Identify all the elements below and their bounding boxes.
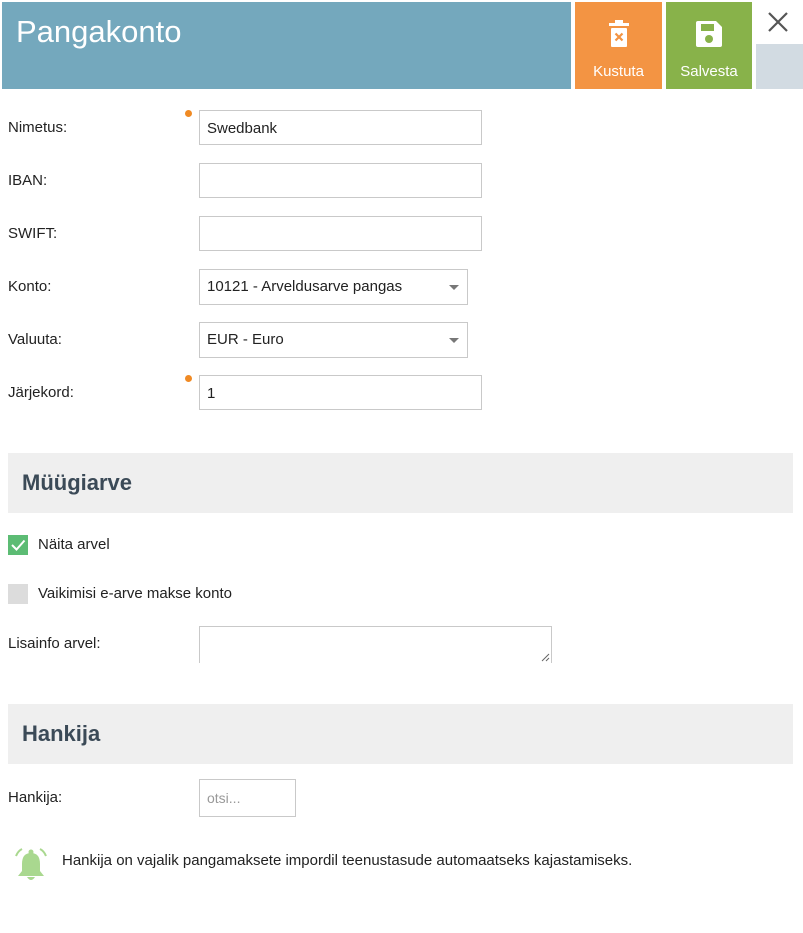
page-header — [2, 2, 571, 89]
close-button[interactable] — [764, 8, 792, 36]
konto-select[interactable] — [199, 269, 468, 305]
valuuta-label: Valuuta: — [8, 331, 62, 348]
show-on-invoice-checkbox[interactable] — [8, 535, 28, 555]
section-header-supplier — [8, 704, 793, 764]
iban-label: IBAN: — [8, 172, 48, 189]
page-title: Pangakonto — [16, 14, 182, 49]
swift-input[interactable] — [199, 216, 482, 251]
section-title: Hankija — [22, 721, 101, 746]
show-on-invoice-label: Näita arvel — [38, 536, 110, 553]
supplier-search-input[interactable]: otsi... — [199, 779, 296, 817]
swift-label: SWIFT: — [8, 225, 58, 242]
resize-grip-icon[interactable] — [541, 653, 550, 662]
default-einvoice-checkbox[interactable] — [8, 584, 28, 604]
valuuta-select-value: EUR - Euro — [207, 331, 284, 348]
konto-select-value: 10121 - Arveldusarve pangas — [207, 278, 403, 295]
default-einvoice-label: Vaikimisi e-arve makse konto — [38, 585, 232, 602]
save-button-label: Salvesta — [680, 63, 738, 80]
required-indicator — [185, 110, 192, 117]
section-title: Müügiarve — [22, 470, 133, 495]
extra-info-label: Lisainfo arvel: — [8, 635, 101, 652]
bell-icon — [14, 848, 48, 889]
nimetus-label: Nimetus: — [8, 119, 68, 136]
trash-icon — [609, 19, 629, 49]
chevron-down-icon — [449, 338, 459, 343]
save-button[interactable] — [666, 2, 752, 89]
delete-button[interactable] — [575, 2, 662, 89]
konto-label: Konto: — [8, 278, 52, 295]
floppy-disk-icon — [695, 19, 723, 49]
iban-input[interactable] — [199, 163, 482, 198]
jarjekord-label: Järjekord: — [8, 384, 74, 401]
extra-info-textarea[interactable] — [199, 626, 552, 663]
supplier-label: Hankija: — [8, 789, 63, 806]
required-indicator — [185, 375, 192, 382]
close-icon — [764, 23, 792, 40]
section-header-sales-invoice — [8, 453, 793, 513]
nimetus-input[interactable]: Swedbank — [199, 110, 482, 145]
valuuta-select[interactable] — [199, 322, 468, 358]
chevron-down-icon — [449, 285, 459, 290]
jarjekord-input[interactable]: 1 — [199, 375, 482, 410]
header-corner-panel — [756, 44, 803, 89]
supplier-notice: Hankija on vajalik pangamaksete impordil teenustasude automaatseks kajastamiseks. — [62, 852, 633, 869]
delete-button-label: Kustuta — [593, 63, 644, 80]
checkmark-icon — [8, 535, 28, 555]
